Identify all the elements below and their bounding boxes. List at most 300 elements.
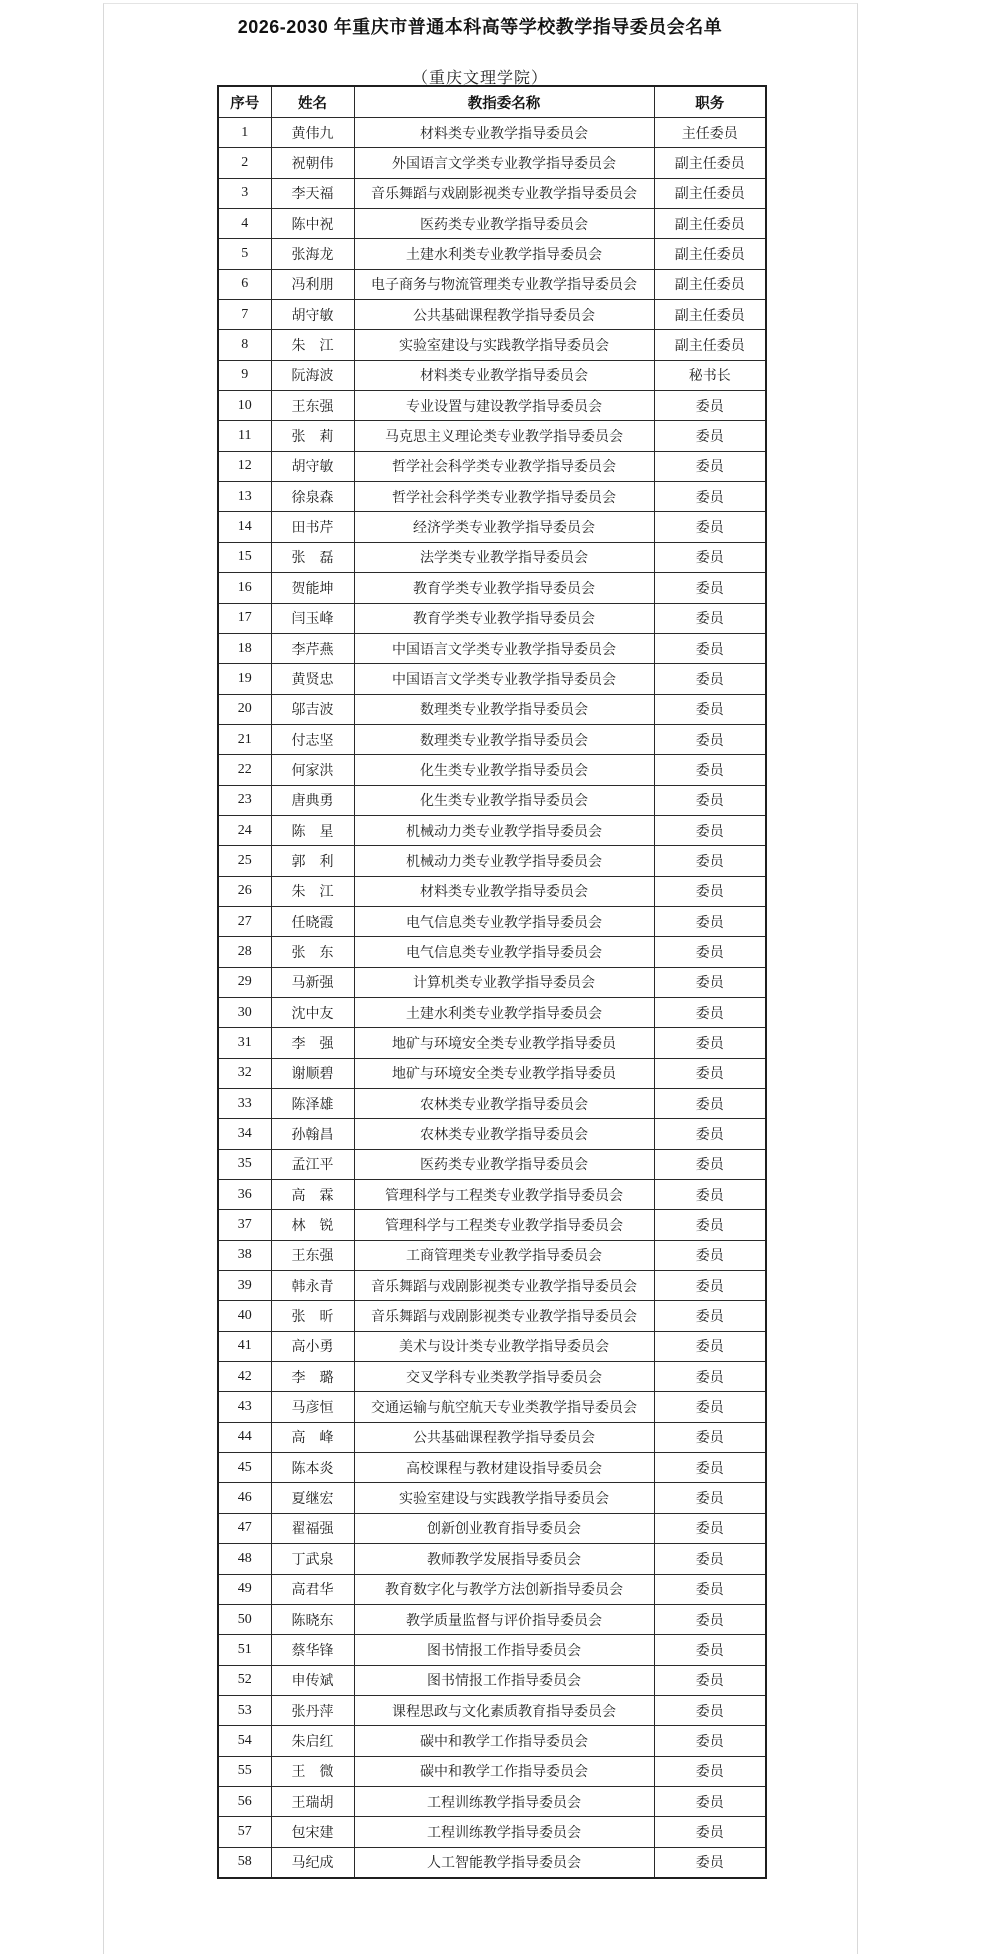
committee-table [217,85,767,1879]
table-row [218,1240,766,1270]
cell-name: 孟江平 [271,1149,354,1179]
table-row [218,937,766,967]
cell-name: 高 峰 [271,1422,354,1452]
cell-role: 委员 [654,1574,766,1604]
cell-committee: 电气信息类专业教学指导委员会 [354,937,654,967]
cell-name: 申传斌 [271,1665,354,1695]
cell-role: 委员 [654,542,766,572]
cell-no: 31 [218,1028,271,1058]
cell-role: 委员 [654,755,766,785]
cell-role: 委员 [654,1665,766,1695]
table-row [218,755,766,785]
cell-committee: 教育数字化与教学方法创新指导委员会 [354,1574,654,1604]
cell-role: 委员 [654,1847,766,1878]
cell-no: 9 [218,360,271,390]
cell-committee: 交叉学科专业类教学指导委员会 [354,1362,654,1392]
table-row [218,785,766,815]
cell-committee: 电气信息类专业教学指导委员会 [354,906,654,936]
cell-name: 张 磊 [271,542,354,572]
cell-no: 1 [218,118,271,148]
cell-name: 冯利朋 [271,269,354,299]
cell-name: 郭 利 [271,846,354,876]
cell-no: 19 [218,664,271,694]
cell-committee: 农林类专业教学指导委员会 [354,1119,654,1149]
cell-role: 委员 [654,1301,766,1331]
cell-committee: 土建水利类专业教学指导委员会 [354,239,654,269]
cell-name: 王东强 [271,1240,354,1270]
page-title: 2026-2030 年重庆市普通本科高等学校教学指导委员会名单 [237,17,723,37]
cell-no: 21 [218,724,271,754]
cell-committee: 高校课程与教材建设指导委员会 [354,1453,654,1483]
cell-role: 委员 [654,876,766,906]
table-row [218,1028,766,1058]
table-row [218,330,766,360]
table-row [218,633,766,663]
cell-committee: 公共基础课程教学指导委员会 [354,1422,654,1452]
cell-committee: 教师教学发展指导委员会 [354,1544,654,1574]
cell-role: 委员 [654,1786,766,1816]
table-row [218,967,766,997]
cell-no: 4 [218,209,271,239]
cell-no: 2 [218,148,271,178]
cell-committee: 教学质量监督与评价指导委员会 [354,1604,654,1634]
cell-no: 14 [218,512,271,542]
cell-role: 委员 [654,694,766,724]
cell-role: 委员 [654,1695,766,1725]
cell-no: 43 [218,1392,271,1422]
cell-no: 51 [218,1635,271,1665]
table-row [218,1301,766,1331]
cell-no: 48 [218,1544,271,1574]
page-subtitle: （重庆文理学院） [411,70,548,87]
cell-role: 委员 [654,1089,766,1119]
cell-name: 阮海波 [271,360,354,390]
cell-name: 徐泉森 [271,482,354,512]
table-row [218,815,766,845]
cell-role: 委员 [654,451,766,481]
cell-name: 马彦恒 [271,1392,354,1422]
cell-name: 祝朝伟 [271,148,354,178]
table-row [218,1180,766,1210]
cell-name: 朱 江 [271,330,354,360]
cell-no: 46 [218,1483,271,1513]
cell-no: 5 [218,239,271,269]
cell-name: 韩永青 [271,1271,354,1301]
cell-role: 副主任委员 [654,269,766,299]
cell-committee: 公共基础课程教学指导委员会 [354,300,654,330]
cell-role: 委员 [654,603,766,633]
table-row [218,846,766,876]
cell-role: 委员 [654,1513,766,1543]
cell-no: 8 [218,330,271,360]
cell-name: 李芹燕 [271,633,354,663]
table-row [218,1392,766,1422]
cell-no: 37 [218,1210,271,1240]
cell-no: 12 [218,451,271,481]
cell-no: 24 [218,815,271,845]
table-row [218,239,766,269]
cell-no: 3 [218,178,271,208]
table-row [218,300,766,330]
cell-name: 林 锐 [271,1210,354,1240]
table-row [218,1271,766,1301]
cell-role: 委员 [654,1817,766,1847]
cell-committee: 课程思政与文化素质教育指导委员会 [354,1695,654,1725]
cell-no: 35 [218,1149,271,1179]
table-row [218,178,766,208]
cell-committee: 工程训练教学指导委员会 [354,1786,654,1816]
cell-committee: 地矿与环境安全类专业教学指导委员 [354,1028,654,1058]
cell-name: 王东强 [271,391,354,421]
cell-no: 25 [218,846,271,876]
cell-committee: 中国语言文学类专业教学指导委员会 [354,664,654,694]
cell-no: 7 [218,300,271,330]
cell-no: 57 [218,1817,271,1847]
cell-committee: 美术与设计类专业教学指导委员会 [354,1331,654,1361]
table-row [218,542,766,572]
cell-role: 委员 [654,906,766,936]
cell-name: 张丹萍 [271,1695,354,1725]
cell-no: 20 [218,694,271,724]
cell-committee: 教育学类专业教学指导委员会 [354,603,654,633]
cell-committee: 电子商务与物流管理类专业教学指导委员会 [354,269,654,299]
cell-role: 委员 [654,1331,766,1361]
cell-committee: 工程训练教学指导委员会 [354,1817,654,1847]
cell-role: 委员 [654,1726,766,1756]
cell-name: 夏继宏 [271,1483,354,1513]
cell-name: 唐典勇 [271,785,354,815]
header-cell-role: 职务 [654,86,766,118]
table-row [218,1635,766,1665]
cell-name: 任晓霞 [271,906,354,936]
cell-committee: 音乐舞蹈与戏剧影视类专业教学指导委员会 [354,1301,654,1331]
cell-name: 张 东 [271,937,354,967]
cell-role: 委员 [654,1453,766,1483]
cell-no: 44 [218,1422,271,1452]
cell-no: 42 [218,1362,271,1392]
cell-no: 55 [218,1756,271,1786]
table-row [218,1695,766,1725]
cell-name: 沈中友 [271,997,354,1027]
cell-no: 10 [218,391,271,421]
cell-committee: 地矿与环境安全类专业教学指导委员 [354,1058,654,1088]
cell-committee: 哲学社会科学类专业教学指导委员会 [354,482,654,512]
table-row [218,1756,766,1786]
table-row [218,1513,766,1543]
cell-committee: 碳中和教学工作指导委员会 [354,1726,654,1756]
table-row [218,209,766,239]
cell-committee: 数理类专业教学指导委员会 [354,724,654,754]
cell-role: 委员 [654,1483,766,1513]
cell-committee: 化生类专业教学指导委员会 [354,755,654,785]
table-row [218,694,766,724]
cell-name: 付志坚 [271,724,354,754]
table-body [218,118,766,1878]
cell-role: 委员 [654,1635,766,1665]
table-row [218,1089,766,1119]
cell-no: 26 [218,876,271,906]
cell-committee: 专业设置与建设教学指导委员会 [354,391,654,421]
cell-name: 王 微 [271,1756,354,1786]
cell-role: 委员 [654,573,766,603]
cell-no: 47 [218,1513,271,1543]
cell-committee: 碳中和教学工作指导委员会 [354,1756,654,1786]
cell-no: 6 [218,269,271,299]
table-row [218,906,766,936]
cell-name: 陈泽雄 [271,1089,354,1119]
table-row [218,421,766,451]
cell-no: 27 [218,906,271,936]
cell-no: 34 [218,1119,271,1149]
table-row [218,1331,766,1361]
cell-no: 38 [218,1240,271,1270]
cell-name: 包宋建 [271,1817,354,1847]
cell-committee: 计算机类专业教学指导委员会 [354,967,654,997]
cell-name: 王瑞胡 [271,1786,354,1816]
cell-name: 何家洪 [271,755,354,785]
cell-role: 委员 [654,1271,766,1301]
table-row [218,269,766,299]
header-cell-name: 姓名 [271,86,354,118]
cell-role: 副主任委员 [654,330,766,360]
table-row [218,1058,766,1088]
cell-committee: 工商管理类专业教学指导委员会 [354,1240,654,1270]
cell-committee: 经济学类专业教学指导委员会 [354,512,654,542]
cell-name: 黄贤忠 [271,664,354,694]
table-row [218,512,766,542]
cell-no: 23 [218,785,271,815]
cell-role: 委员 [654,664,766,694]
cell-name: 翟福强 [271,1513,354,1543]
cell-role: 委员 [654,1422,766,1452]
table-row [218,664,766,694]
table-row [218,1119,766,1149]
table-row [218,451,766,481]
cell-committee: 音乐舞蹈与戏剧影视类专业教学指导委员会 [354,178,654,208]
cell-committee: 法学类专业教学指导委员会 [354,542,654,572]
table-row [218,391,766,421]
cell-role: 委员 [654,1180,766,1210]
cell-role: 副主任委员 [654,148,766,178]
table-row [218,724,766,754]
cell-no: 39 [218,1271,271,1301]
cell-committee: 中国语言文学类专业教学指导委员会 [354,633,654,663]
cell-no: 50 [218,1604,271,1634]
cell-role: 委员 [654,815,766,845]
table-row [218,1786,766,1816]
cell-no: 22 [218,755,271,785]
cell-committee: 土建水利类专业教学指导委员会 [354,997,654,1027]
cell-name: 陈本炎 [271,1453,354,1483]
table-row [218,1604,766,1634]
cell-committee: 实验室建设与实践教学指导委员会 [354,1483,654,1513]
cell-committee: 交通运输与航空航天专业类教学指导委员会 [354,1392,654,1422]
cell-no: 16 [218,573,271,603]
cell-no: 36 [218,1180,271,1210]
cell-committee: 外国语言文学类专业教学指导委员会 [354,148,654,178]
cell-committee: 医药类专业教学指导委员会 [354,209,654,239]
cell-role: 副主任委员 [654,239,766,269]
cell-no: 53 [218,1695,271,1725]
cell-name: 蔡华锋 [271,1635,354,1665]
cell-no: 30 [218,997,271,1027]
table-row [218,1149,766,1179]
table-row [218,1847,766,1878]
cell-name: 高君华 [271,1574,354,1604]
cell-name: 朱 江 [271,876,354,906]
table-row [218,603,766,633]
cell-committee: 化生类专业教学指导委员会 [354,785,654,815]
cell-name: 张海龙 [271,239,354,269]
cell-no: 41 [218,1331,271,1361]
cell-role: 委员 [654,997,766,1027]
cell-name: 邬吉波 [271,694,354,724]
cell-role: 委员 [654,482,766,512]
table-row [218,1817,766,1847]
cell-name: 陈 星 [271,815,354,845]
cell-name: 闫玉峰 [271,603,354,633]
cell-name: 张 莉 [271,421,354,451]
cell-committee: 材料类专业教学指导委员会 [354,876,654,906]
cell-name: 陈晓东 [271,1604,354,1634]
cell-no: 40 [218,1301,271,1331]
table-row [218,573,766,603]
table-row [218,1362,766,1392]
cell-name: 贺能坤 [271,573,354,603]
cell-role: 委员 [654,724,766,754]
cell-no: 56 [218,1786,271,1816]
document-content [103,0,857,88]
cell-role: 委员 [654,421,766,451]
cell-no: 11 [218,421,271,451]
header-cell-committee: 教指委名称 [354,86,654,118]
cell-name: 李天福 [271,178,354,208]
cell-role: 委员 [654,633,766,663]
table-row [218,1544,766,1574]
cell-role: 委员 [654,1392,766,1422]
cell-no: 29 [218,967,271,997]
cell-name: 高 霖 [271,1180,354,1210]
cell-name: 马纪成 [271,1847,354,1878]
cell-committee: 农林类专业教学指导委员会 [354,1089,654,1119]
table-row [218,1210,766,1240]
cell-committee: 机械动力类专业教学指导委员会 [354,846,654,876]
cell-committee: 机械动力类专业教学指导委员会 [354,815,654,845]
cell-role: 委员 [654,846,766,876]
cell-role: 委员 [654,1028,766,1058]
cell-role: 副主任委员 [654,209,766,239]
table-row [218,118,766,148]
cell-role: 副主任委员 [654,300,766,330]
cell-role: 委员 [654,1604,766,1634]
cell-name: 张 昕 [271,1301,354,1331]
cell-committee: 图书情报工作指导委员会 [354,1635,654,1665]
cell-no: 18 [218,633,271,663]
cell-no: 45 [218,1453,271,1483]
cell-role: 委员 [654,1058,766,1088]
cell-no: 13 [218,482,271,512]
cell-committee: 管理科学与工程类专业教学指导委员会 [354,1180,654,1210]
cell-name: 孙翰昌 [271,1119,354,1149]
cell-no: 49 [218,1574,271,1604]
cell-role: 委员 [654,1362,766,1392]
cell-name: 胡守敏 [271,451,354,481]
cell-name: 马新强 [271,967,354,997]
cell-name: 田书芹 [271,512,354,542]
table-row [218,360,766,390]
cell-name: 朱启红 [271,1726,354,1756]
cell-role: 委员 [654,1240,766,1270]
cell-role: 委员 [654,1149,766,1179]
cell-name: 高小勇 [271,1331,354,1361]
cell-role: 主任委员 [654,118,766,148]
cell-no: 17 [218,603,271,633]
cell-role: 秘书长 [654,360,766,390]
cell-role: 委员 [654,1210,766,1240]
cell-committee: 管理科学与工程类专业教学指导委员会 [354,1210,654,1240]
cell-role: 委员 [654,391,766,421]
cell-no: 32 [218,1058,271,1088]
cell-role: 委员 [654,1544,766,1574]
table-row [218,997,766,1027]
cell-name: 谢顺碧 [271,1058,354,1088]
table-row [218,1483,766,1513]
table-row [218,1726,766,1756]
cell-no: 15 [218,542,271,572]
cell-committee: 马克思主义理论类专业教学指导委员会 [354,421,654,451]
cell-committee: 材料类专业教学指导委员会 [354,118,654,148]
cell-no: 28 [218,937,271,967]
cell-no: 33 [218,1089,271,1119]
cell-name: 丁武泉 [271,1544,354,1574]
table-row [218,1574,766,1604]
cell-committee: 音乐舞蹈与戏剧影视类专业教学指导委员会 [354,1271,654,1301]
cell-committee: 数理类专业教学指导委员会 [354,694,654,724]
table-header-row [218,86,766,118]
table-row [218,1665,766,1695]
cell-role: 副主任委员 [654,178,766,208]
cell-committee: 材料类专业教学指导委员会 [354,360,654,390]
cell-name: 胡守敏 [271,300,354,330]
cell-role: 委员 [654,1119,766,1149]
cell-committee: 医药类专业教学指导委员会 [354,1149,654,1179]
cell-committee: 实验室建设与实践教学指导委员会 [354,330,654,360]
cell-role: 委员 [654,785,766,815]
cell-role: 委员 [654,1756,766,1786]
cell-committee: 创新创业教育指导委员会 [354,1513,654,1543]
table-row [218,1453,766,1483]
table-row [218,1422,766,1452]
table-row [218,148,766,178]
cell-no: 58 [218,1847,271,1878]
cell-role: 委员 [654,937,766,967]
cell-no: 52 [218,1665,271,1695]
cell-name: 李 璐 [271,1362,354,1392]
cell-role: 委员 [654,967,766,997]
cell-role: 委员 [654,512,766,542]
cell-committee: 哲学社会科学类专业教学指导委员会 [354,451,654,481]
table-row [218,876,766,906]
table-row [218,482,766,512]
cell-name: 陈中祝 [271,209,354,239]
cell-committee: 教育学类专业教学指导委员会 [354,573,654,603]
header-cell-no: 序号 [218,86,271,118]
cell-name: 黄伟九 [271,118,354,148]
cell-committee: 图书情报工作指导委员会 [354,1665,654,1695]
cell-committee: 人工智能教学指导委员会 [354,1847,654,1878]
cell-no: 54 [218,1726,271,1756]
cell-name: 李 强 [271,1028,354,1058]
